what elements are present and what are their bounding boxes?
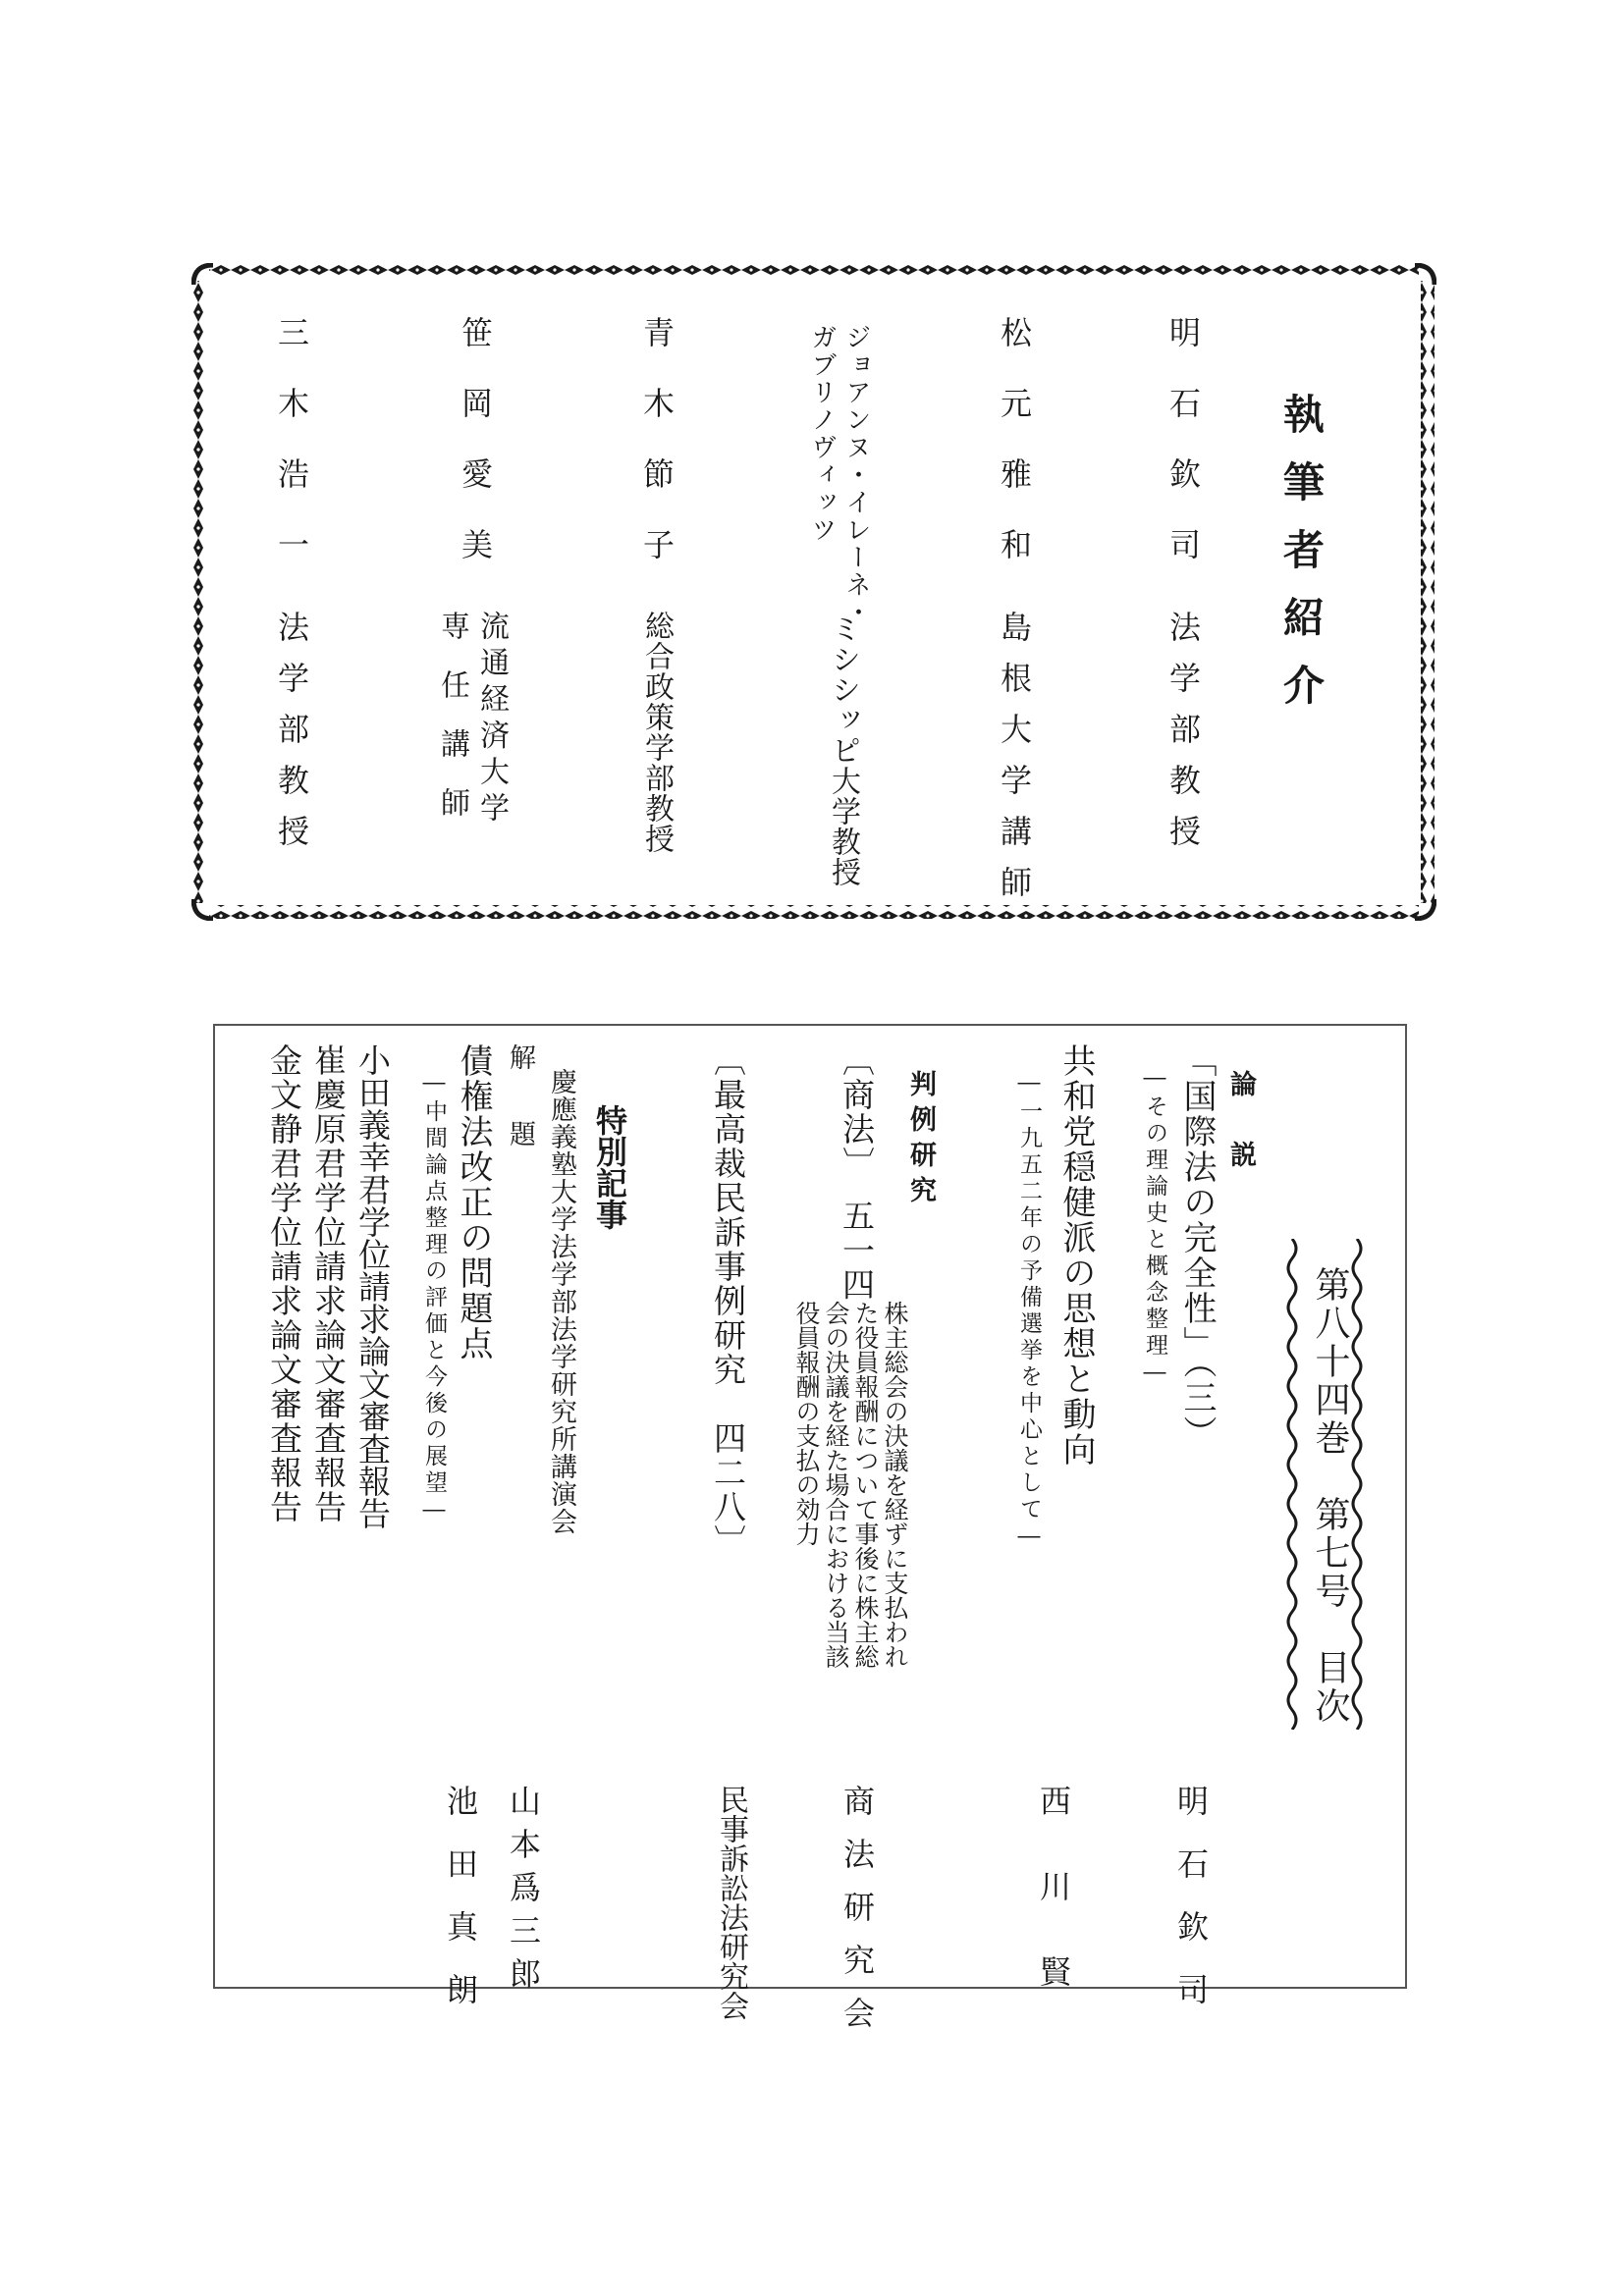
article-author: 西川賢 xyxy=(1035,1785,1072,2041)
contributor-name: 三木浩一 xyxy=(273,316,310,599)
lecture-author: 池田真朗 xyxy=(442,1785,479,2036)
contributor-affiliation-line: 専任講師 xyxy=(435,611,469,846)
contributors-title: 執筆者紹介 xyxy=(1277,393,1326,731)
contributor-name: 明石欽司 xyxy=(1164,316,1202,599)
article-title: 「国際法の完全性」（三） xyxy=(1177,1043,1217,1451)
contributor-name: 笹岡愛美 xyxy=(457,316,494,599)
report-title: 崔慶原君学位請求論文審査報告 xyxy=(309,1043,348,1524)
volume-title: 第八十四巻 第七号 目次 xyxy=(1310,1266,1350,1726)
case-study-label: 〔商法〕 五一四 xyxy=(838,1043,876,1303)
article-subtitle: ―一九五二年の予備選挙を中心として― xyxy=(1016,1070,1042,1553)
section-heading-tokubetsu: 特別記事 xyxy=(591,1104,628,1230)
contributor-affiliation-line: 流通経済大学 xyxy=(474,611,509,828)
case-study-label: 〔最高裁民訴事例研究 四二八〕 xyxy=(709,1043,747,1559)
contributor-affiliation: ミシシッピ大学教授 xyxy=(826,614,860,887)
case-study-author: 民事訴訟法研究会 xyxy=(714,1785,748,2020)
contributor-name-line: ジョアンヌ・イレーネ・ xyxy=(841,324,871,626)
report-title: 小田義幸君学位請求論文審査報告 xyxy=(353,1043,392,1529)
special-lecture-title: 慶應義塾大学法学部法学研究所講演会 xyxy=(546,1068,576,1535)
case-study-description-line: 会の決議を経た場合における当該 xyxy=(822,1301,850,1669)
case-study-description-line: 役員報酬の支払の効力 xyxy=(792,1301,821,1546)
contributor-affiliation: 島根大学講師 xyxy=(996,611,1033,917)
section-heading-ronsetsu: 論 説 xyxy=(1225,1070,1256,1176)
kaidai-label: 解 題 xyxy=(505,1043,535,1158)
case-study-description-line: た役員報酬について事後に株主総 xyxy=(851,1301,880,1669)
contributor-affiliation: 法学部教授 xyxy=(1164,611,1202,866)
contributor-name: 青木節子 xyxy=(638,316,676,599)
contributor-affiliation: 総合政策学部教授 xyxy=(639,611,674,854)
contributor-name: 松元雅和 xyxy=(996,316,1033,599)
article-subtitle: ―その理論史と概念整理― xyxy=(1142,1065,1167,1389)
case-study-author: 商法研究会 xyxy=(839,1785,876,2050)
report-title: 金文静君学位請求論文審査報告 xyxy=(265,1043,303,1524)
section-heading-hanrei: 判例研究 xyxy=(905,1070,936,1211)
article-author: 明石欽司 xyxy=(1172,1785,1210,2036)
contributor-name-line: ガブリノヴィッツ xyxy=(807,324,837,544)
lecture-subtitle: ―中間論点整理の評価と今後の展望― xyxy=(421,1070,447,1526)
article-title: 共和党穏健派の思想と動向 xyxy=(1056,1043,1096,1468)
lecture-title: 債権法改正の問題点 xyxy=(454,1043,493,1362)
contributor-affiliation: 法学部教授 xyxy=(273,611,310,866)
kaidai-author: 山本爲三郎 xyxy=(505,1785,542,2001)
case-study-description-line: 株主総会の決議を経ずに支払われ xyxy=(881,1301,909,1669)
